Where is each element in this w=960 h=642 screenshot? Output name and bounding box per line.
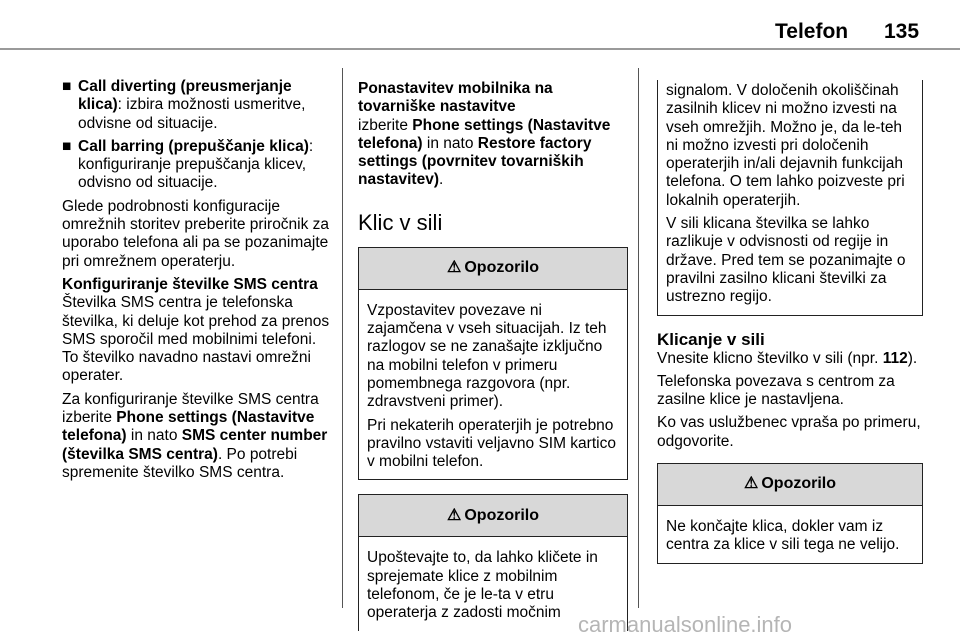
bullet-text: : konfiguriranje prepuščanja klicev, odvisno od situacije. xyxy=(78,137,314,192)
text-run: in nato xyxy=(422,134,478,152)
subsection-title: Klicanje v sili xyxy=(657,329,765,349)
page-title: Telefon xyxy=(775,20,849,43)
column-divider-2 xyxy=(638,68,639,608)
reset-heading xyxy=(358,80,628,117)
menu-term: Phone settings (Nastavitve telefona) xyxy=(358,116,611,152)
warning-title: Opozorilo xyxy=(464,506,539,524)
sms-paragraph: Številka SMS centra je telefonska številka, ki deluje kot prehod za prenos SMS sporočil med mobilnimi telefoni. To številko navadno nastavi omrežni operater. xyxy=(62,294,330,385)
column-3 xyxy=(657,80,923,578)
reset-paragraph xyxy=(358,117,628,190)
warning-box xyxy=(358,494,628,630)
bullet-item xyxy=(62,78,332,133)
warning-icon: ⚠ xyxy=(447,506,462,524)
column-divider-1 xyxy=(342,68,343,608)
warning-box xyxy=(657,463,923,564)
page-number: 135 xyxy=(884,20,920,43)
bullet-term: Call diverting (preusmerjanje klica) xyxy=(78,78,292,114)
bullet-icon: ■ xyxy=(62,137,72,155)
warning-body xyxy=(658,506,922,563)
intro-paragraph: Glede podrobnosti konfiguracije omrežnih storitev preberite priročnik za uporabo telefona ali pa se pozanimajte pri omrežnem operaterju. xyxy=(62,197,330,270)
text-run: . xyxy=(438,171,444,189)
text-run: in nato xyxy=(126,427,182,445)
warning-paragraph: Ne končajte klica, dokler vam iz centra za klice v sili tega ne velijo. xyxy=(666,518,900,554)
reset-heading-text: Ponastavitev mobilnika na tovarniške nastavitve xyxy=(358,80,553,116)
warning-title: Opozorilo xyxy=(464,259,539,277)
warning-box-continued xyxy=(657,80,923,316)
bullet-term: Call barring (prepuščanje klica) xyxy=(78,137,309,155)
menu-term: SMS center number (številka SMS centra) xyxy=(62,427,328,463)
warning-icon: ⚠ xyxy=(744,475,759,493)
column-1 xyxy=(62,78,332,487)
answer-paragraph: Ko vas uslužbenec vpraša po primeru, odgovorite. xyxy=(657,414,921,450)
warning-body xyxy=(658,80,922,315)
warning-paragraph: Vzpostavitev povezave ni zajamčena v vseh situacijah. Iz teh razlogov se ne zanašajte izključno na mobilni telefon v primeru pomembnega razgovora (npr. zdravstveni primer). xyxy=(367,301,607,411)
text-run: Vnesite klicno številko v sili (npr. xyxy=(657,349,883,367)
sms-config-paragraph xyxy=(62,391,332,482)
text-run: Za konfiguriranje številke SMS centra izberite xyxy=(62,390,319,427)
bullet-text: : izbira možnosti usmeritve, odvisne od situacije. xyxy=(78,96,306,132)
warning-header xyxy=(359,495,627,537)
bullet-item xyxy=(62,138,332,193)
warning-paragraph: Upoštevajte to, da lahko kličete in sprejemate klice z mobilnim telefonom, če je le-ta v etru operaterja z zadosti močnim xyxy=(367,549,598,622)
menu-term: Restore factory settings (povrnitev tovarniških nastavitev) xyxy=(358,134,592,189)
warning-header xyxy=(359,248,627,290)
column-2 xyxy=(358,80,628,642)
menu-term: Phone settings (Nastavitve telefona) xyxy=(62,409,315,445)
warning-title: Opozorilo xyxy=(761,475,836,493)
warning-body xyxy=(359,290,627,480)
text-run: izberite xyxy=(358,116,413,134)
warning-box xyxy=(358,247,628,481)
page-header xyxy=(0,0,960,48)
warning-icon: ⚠ xyxy=(447,259,462,277)
warning-paragraph: V sili klicana številka se lahko razlikuje v odvisnosti od regije in države. Pred tem se pozanimajte o pravilni zasilno klicani številki za ustrezno regijo. xyxy=(666,215,906,306)
warning-paragraph: signalom. V določenih okoliščinah zasilnih klicev ni možno izvesti na vseh omrežjih. Možno je, da le-teh ni možno izvesti pri določenih operaterjih in/ali dejavnih funkcijah telefona. O tem lahko poizveste pri lokalnih operaterjih. xyxy=(666,82,905,209)
header-divider xyxy=(0,48,960,50)
emergency-number: 112 xyxy=(882,349,908,367)
dial-paragraph xyxy=(657,350,923,368)
section-title: Klic v sili xyxy=(358,209,443,235)
bullet-icon: ■ xyxy=(62,78,72,95)
text-run: . Po potrebi spremenite številko SMS centra. xyxy=(62,445,298,481)
warning-paragraph: Pri nekaterih operaterjih je potrebno pravilno vstaviti veljavno SIM kartico v mobilni telefon. xyxy=(367,416,616,471)
sms-heading xyxy=(62,276,332,294)
watermark: carmanualsonline.info xyxy=(578,612,793,637)
warning-header xyxy=(658,464,922,506)
text-run: ). xyxy=(907,349,918,367)
sms-heading-text: Konfiguriranje številke SMS centra xyxy=(62,275,318,293)
connect-paragraph: Telefonska povezava s centrom za zasilne klice je nastavljena. xyxy=(657,372,895,409)
